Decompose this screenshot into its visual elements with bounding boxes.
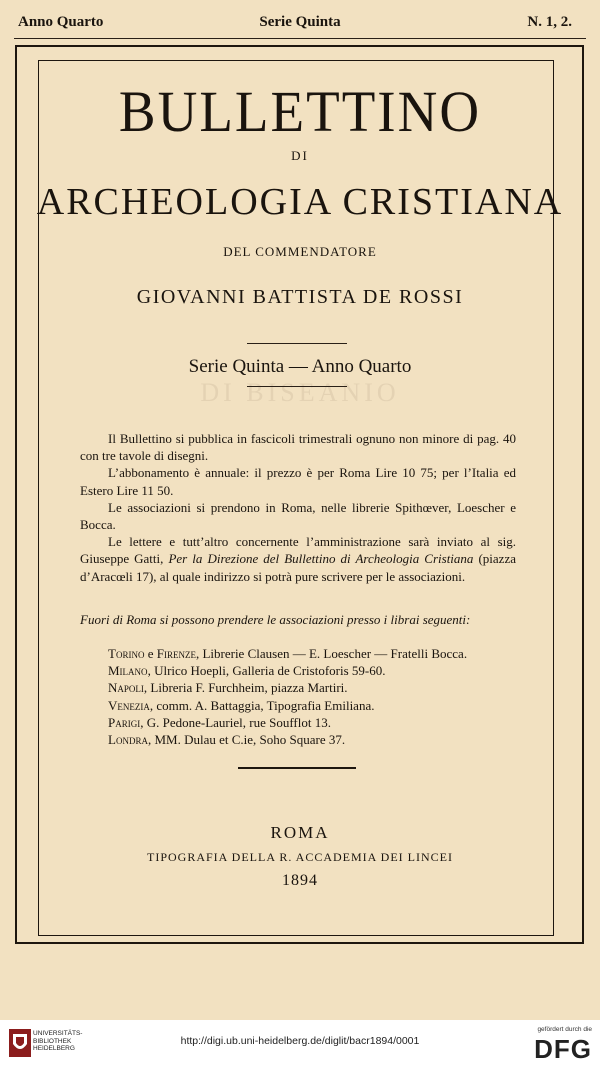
bookseller-text: , comm. A. Battaggia, Tipografia Emiliana. [149,697,375,713]
bookseller-entry [108,697,528,714]
imprint-printer: TIPOGRAFIA DELLA R. ACCADEMIA DEI LINCEI [147,850,453,864]
paragraph-subscriptions: Le associazioni si prendono in Roma, nelle librerie Spithœver, Loescher e Bocca. [80,499,516,533]
dfg-logo: DFG [534,1034,592,1064]
library-name-line: BIBLIOTHEK [33,1037,72,1045]
header-series: Serie Quinta [259,14,341,30]
bookseller-entry [108,714,528,731]
imprint-divider [238,767,356,769]
booksellers-intro: Fuori di Roma si possono prendere le associazioni presso i librai seguenti: [80,612,471,627]
bookseller-entry [108,645,528,662]
divider-bottom [247,386,347,387]
bookseller-text: , Libreria F. Furchheim, piazza Martiri. [143,680,348,696]
permalink[interactable]: http://digi.ub.uni-heidelberg.de/diglit/bacr1894/0001 [180,1035,420,1047]
booksellers-list [108,645,528,748]
library-name-line: HEIDELBERG [33,1045,75,1052]
library-name-line: UNIVERSITÄTS- [33,1030,83,1037]
funding-note: gefördert durch die [537,1026,592,1033]
correspondence-text-a: Le lettere e tutt’altro concernente l’amministrazione sarà inviato al sig. Giuseppe Gatti, [80,534,516,567]
paragraph-publication: Il Bullettino si pubblica in fascicoli trimestrali ognuno non minore di pag. 40 con tre tavole di disegni. [80,431,516,464]
imprint-year: 1894 [282,872,318,889]
author-name: GIOVANNI BATTISTA DE ROSSI [136,286,464,308]
series-line: Serie Quinta — Anno Quarto [188,356,412,377]
subscription-notice [80,430,516,585]
paragraph-price: L’abbonamento è annuale: il prezzo è per Roma Lire 10 75; per l’Italia ed Estero Lire 11 50. [80,465,516,498]
header-volume: Anno Quarto [18,14,104,30]
running-header [14,14,586,34]
bookseller-city-separator: e [144,646,157,661]
bookseller-city: Parigi [108,714,141,730]
journal-subtitle: ARCHEOLOGIA CRISTIANA [36,181,564,223]
journal-title: BULLETTINO [118,79,482,144]
digitization-footer [0,1020,600,1066]
paragraph-correspondence [80,533,516,585]
correspondence-address-italic: Per la Direzione del Bullettino di Archeologia Cristiana [168,551,474,567]
bookseller-city: Firenze [156,646,196,661]
bookseller-city: Londra [108,732,148,748]
bookseller-city: Napoli [108,680,144,696]
imprint-city: ROMA [270,823,330,842]
title-commendatore: DEL COMMENDATORE [223,244,377,259]
header-rule [14,38,586,39]
title-di: DI [291,148,309,163]
bookseller-text: , G. Pedone-Lauriel, rue Soufflot 13. [140,714,331,730]
bookseller-city: Milano [108,663,148,679]
bookseller-text: , Librerie Clausen — E. Loescher — Fratelli Bocca. [195,646,468,661]
correspondence-text-b: (piazza d’Aracœli 17), al quale indirizzo si potrà pure scrivere per le associazioni. [80,551,516,584]
show-through-text: DI BISEANIO [200,378,400,407]
bookseller-entry [108,731,528,748]
bookseller-entry [108,679,528,696]
bookseller-city: Torino [108,646,145,661]
bookseller-text: , MM. Dulau et C.ie, Soho Square 37. [147,732,346,748]
divider-top [247,343,347,344]
bookseller-text: , Ulrico Hoepli, Galleria de Cristoforis 59-60. [147,663,386,679]
bookseller-entry [108,662,528,679]
header-number: N. 1, 2. [527,14,572,30]
bookseller-city: Venezia [108,697,150,713]
